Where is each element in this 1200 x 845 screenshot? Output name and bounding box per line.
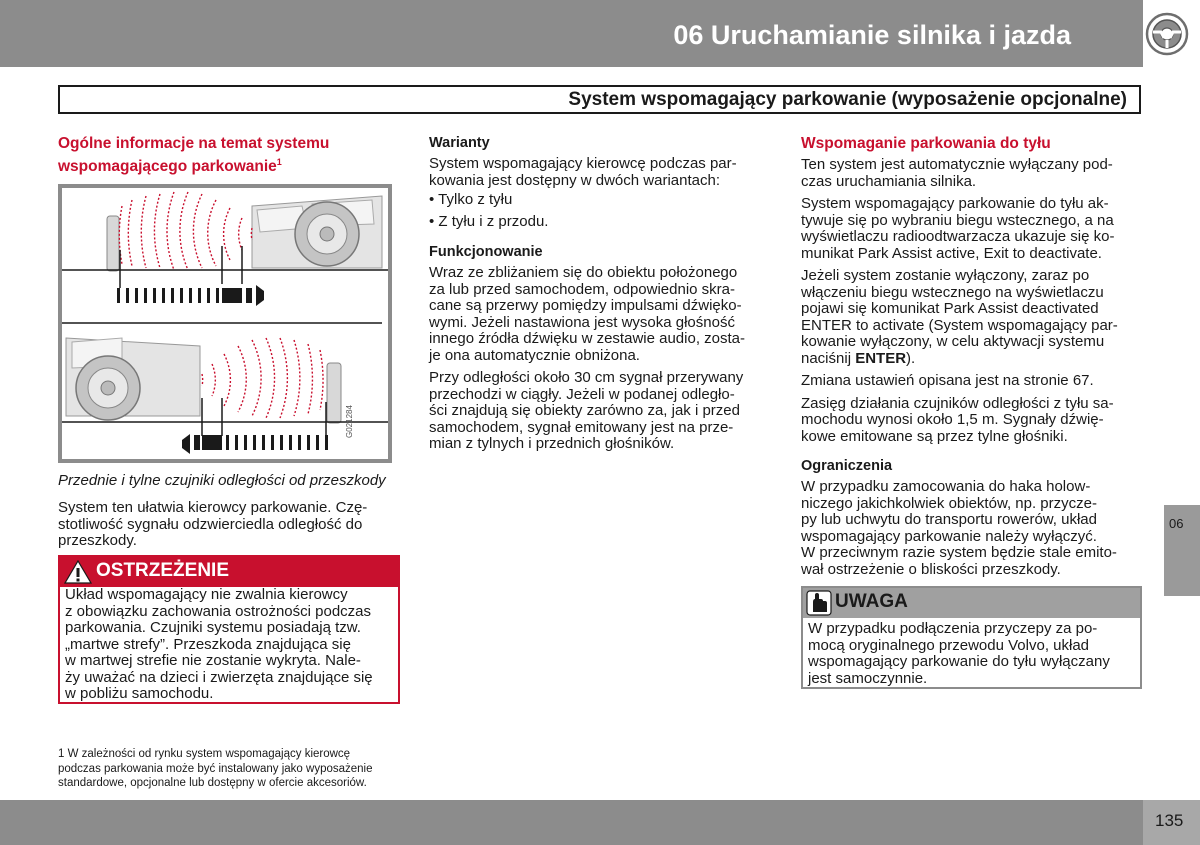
text-line: wspomagający parkowanie do tyłu wyłączany: [808, 653, 1110, 670]
text-line: Przy odległości około 30 cm sygnał przerywany: [429, 369, 744, 386]
paragraph-2: [801, 196, 1146, 262]
text-line: „martwe strefy”. Przeszkoda znajdująca się: [65, 635, 351, 653]
column-1: [58, 134, 403, 550]
parking-sensors-figure: [58, 184, 392, 463]
text-line: w martwej strefie nie zostanie wykryta. Nale-: [65, 652, 361, 669]
text-line: naciśnij: [801, 349, 856, 367]
text-line: parkowania. Czujniki systemu posiadają tzw.: [65, 619, 361, 636]
intro-paragraph: [58, 500, 403, 550]
figure-code: G021284: [345, 405, 354, 439]
text-line: włączeniu biegu wstecznego na wyświetlaczu: [801, 283, 1104, 301]
page-number-box: [1143, 800, 1200, 845]
header-bar: [0, 0, 1143, 67]
text-line: wyświetlaczu radioodtwarzacza ukazuje się ko-: [801, 228, 1115, 245]
text-line: System wspomagający kierowcę podczas par-: [429, 155, 737, 172]
general-info-heading: [58, 134, 403, 176]
section-title: System wspomagający parkowanie (wyposażenie opcjonalne): [568, 89, 1127, 110]
warning-box: [58, 555, 400, 704]
footnote-marker: 1: [276, 157, 282, 167]
text-line: je ona automatycznie obniżona.: [429, 346, 640, 364]
rear-signal-bars: [117, 285, 264, 306]
note-hand-icon: [806, 590, 832, 616]
text-line: wymi. Jeżeli nastawiona jest wysoka głośność: [429, 313, 735, 331]
text-line: czas uruchamiania silnika.: [801, 172, 977, 190]
text-line: py lub uchwytu do transportu rowerów, układ: [801, 511, 1097, 528]
text-line: mochodu wynosi około 1,5 m. Sygnały dźwię-: [801, 411, 1104, 428]
right-margin: [1143, 67, 1200, 800]
warning-text: [65, 587, 397, 703]
chapter-title: 06 Uruchamianie silnika i jazda: [673, 20, 1071, 50]
paragraph-5: [801, 396, 1146, 446]
paragraph-4: [801, 373, 1146, 390]
limits-paragraph: [801, 479, 1146, 578]
note-text: [808, 621, 1140, 687]
warning-header: [60, 557, 398, 587]
text-line: samochodem, sygnał emitowany jest na prze-: [429, 418, 734, 436]
variants-paragraph: [429, 156, 774, 189]
text-line: podczas parkowania może być instalowany jako wyposażenie: [58, 762, 373, 775]
text-line: kowania jest dostępny w dwóch wariantach:: [429, 171, 720, 189]
function-paragraph-2: [429, 370, 774, 453]
column-2: [429, 134, 774, 453]
text-line: tywuje się po wybraniu biegu wstecznego, a na: [801, 211, 1114, 229]
warning-label: OSTRZEŻENIE: [96, 560, 230, 581]
text-line: za lub przed samochodem, odpowiednio skra-: [429, 280, 735, 298]
steering-wheel-icon: [1145, 12, 1189, 56]
text-line: W przypadku zamocowania do haka holow-: [801, 478, 1091, 495]
function-heading: Funkcjonowanie: [429, 244, 543, 260]
text-line: munikat Park Assist active, Exit to deactivate.: [801, 244, 1102, 262]
page-number: 135: [1155, 811, 1184, 830]
text-line: niczego jakichkolwiek obiektów, np. przycze-: [801, 494, 1097, 512]
text-line: Ten system jest automatycznie wyłączany pod-: [801, 156, 1113, 173]
text-line: Zasięg działania czujników odległości z tyłu sa-: [801, 394, 1114, 412]
text-line: W przeciwnym razie system będzie stale emito-: [801, 544, 1117, 561]
warning-triangle-icon: [64, 560, 92, 584]
text-line: wspomagający parkowanie należy wyłączyć.: [801, 527, 1097, 545]
text-line: System ten ułatwia kierowcy parkowanie. Czę-: [58, 499, 368, 517]
section-title-box: [58, 85, 1141, 114]
text-line: przechodzi w ciągły. Jeżeli w podanej odległo-: [429, 385, 735, 403]
figure-caption: Przednie i tylne czujniki odległości od przeszkody: [58, 472, 386, 490]
parking-sensors-illustration: [62, 188, 388, 459]
note-label: UWAGA: [835, 591, 908, 612]
note-box: [801, 586, 1142, 689]
heading-line: Ogólne informacje na temat systemu: [58, 135, 330, 152]
paragraph-1: [801, 157, 1146, 190]
variants-heading: Warianty: [429, 135, 490, 151]
text-line: cane są przerwy pomiędzy impulsami dźwięko-: [429, 297, 742, 314]
text-line: Zmiana ustawień opisana jest na stronie 67.: [801, 372, 1094, 389]
text-line: wał ostrzeżenie o bliskości przeszkody.: [801, 560, 1061, 578]
function-paragraph-1: [429, 265, 774, 364]
text-line: System wspomagający parkowanie do tyłu ak-: [801, 195, 1109, 212]
text-line: kowe emitowane są przez tylne głośniki.: [801, 427, 1068, 445]
text-line: innego źródła dźwięku w zestawie audio, zosta-: [429, 330, 746, 347]
paragraph-3: [801, 268, 1146, 367]
text-line: 1 W zależności od rynku system wspomagający kierowcę: [58, 748, 351, 760]
text-line: stotliwość sygnału odzwierciedla odległość do: [58, 515, 363, 533]
text-line: ).: [906, 349, 916, 367]
heading-line: wspomagającego parkowanie: [58, 158, 277, 176]
text-line: Wraz ze zbliżaniem się do obiektu położonego: [429, 264, 738, 281]
enter-key-label: ENTER: [855, 349, 907, 367]
footer-bar: [0, 800, 1143, 845]
text-line: mocą oryginalnego przewodu Volvo, układ: [808, 636, 1090, 654]
text-line: standardowe, opcjonalne lub dostępny w ofercie akcesoriów.: [58, 777, 367, 789]
rear-scene: [62, 192, 388, 323]
column-3: [801, 134, 1146, 578]
front-signal-bars: [182, 434, 328, 454]
text-line: w pobliżu samochodu.: [65, 685, 214, 702]
variants-list: [429, 189, 774, 233]
front-scene: [62, 338, 388, 454]
text-line: ści znajdują się obiekty zarówno za, jak i przed: [429, 402, 740, 419]
text-line: Układ wspomagający nie zwalnia kierowcy: [65, 586, 348, 603]
text-line: kowanie wyłączony, w celu aktywacji systemu: [801, 333, 1105, 350]
note-header: [803, 588, 1140, 618]
chapter-tab-label: 06: [1169, 516, 1184, 531]
text-line: Jeżeli system zostanie wyłączony, zaraz po: [801, 267, 1090, 284]
text-line: pojawi się komunikat Park Assist deactivated: [801, 300, 1099, 317]
chapter-tab: [1164, 505, 1200, 596]
footnote: [58, 747, 403, 791]
text-line: z obowiązku zachowania ostrożności podczas: [65, 602, 371, 620]
list-item: • Tylko z tyłu: [429, 191, 513, 208]
text-line: W przypadku podłączenia przyczepy za po-: [808, 620, 1098, 637]
text-line: mian z tylnych i przednich głośników.: [429, 435, 675, 452]
limits-heading: Ograniczenia: [801, 458, 893, 474]
text-line: ży uważać na dzieci i zwierzęta znajdujące się: [65, 668, 373, 686]
rear-assist-heading: Wspomaganie parkowania do tyłu: [801, 135, 1051, 152]
list-item: • Z tyłu i z przodu.: [429, 213, 549, 230]
text-line: ENTER to activate (System wspomagający par-: [801, 316, 1118, 334]
text-line: przeszkody.: [58, 532, 137, 550]
text-line: jest samoczynnie.: [808, 669, 928, 687]
